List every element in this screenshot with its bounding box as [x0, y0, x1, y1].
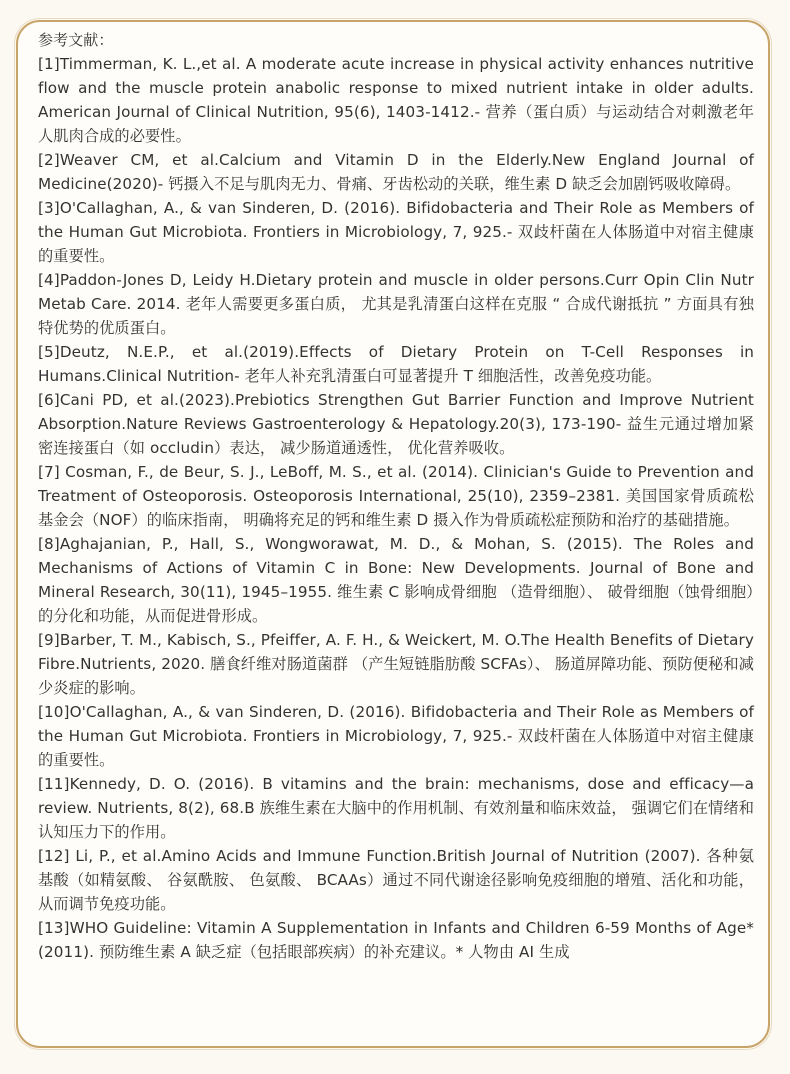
reference-item-1: [1]Timmerman, K. L.,et al. A moderate acute increase in physical activity enhances nutritive flow and the muscle protein anabolic response to mixed nutrient intake in older adults. American Journal of Clinical Nutrition, 95(6), 1403-1412.- 营养（蛋白质）与运动结合对刺激老年人肌肉合成的必要性。 — [38, 55, 754, 145]
reference-item-3: [3]O'Callaghan, A., & van Sinderen, D. (2016). Bifidobacteria and Their Role as Members of the Human Gut Microbiota. Frontiers in Microbiology, 7, 925.- 双歧杆菌在人体肠道中对宿主健康的重要性。 — [38, 199, 754, 265]
reference-item-9: [9]Barber, T. M., Kabisch, S., Pfeiffer, A. F. H., & Weickert, M. O.The Health Benefits of Dietary Fibre.Nutrients, 2020. 膳食纤维对肠道菌群 （产生短链脂肪酸 SCFAs）、 肠道屏障功能、预防便秘和减少炎症的影响。 — [38, 631, 754, 697]
reference-item-6: [6]Cani PD, et al.(2023).Prebiotics Strengthen Gut Barrier Function and Improve Nutrient Absorption.Nature Reviews Gastroenterology & Hepatology.20(3), 173-190- 益生元通过增加紧密连接蛋白（如 occludin）表达， 减少肠道通透性， 优化营养吸收。 — [38, 391, 754, 457]
reference-item-2: [2]Weaver CM, et al.Calcium and Vitamin D in the Elderly.New England Journal of Medicine(2020)- 钙摄入不足与肌肉无力、骨痛、牙齿松动的关联，维生素 D 缺乏会加剧钙吸收障碍。 — [38, 151, 754, 193]
reference-item-11: [11]Kennedy, D. O. (2016). B vitamins and the brain: mechanisms, dose and efficacy—a review. Nutrients, 8(2), 68.B 族维生素在大脑中的作用机制、有效剂量和临床效益， 强调它们在情绪和认知压力下的作用。 — [38, 775, 754, 841]
reference-item-12: [12] Li, P., et al.Amino Acids and Immune Function.British Journal of Nutrition (2007). 各种氨基酸（如精氨酸、 谷氨酰胺、 色氨酸、 BCAAs）通过不同代谢途径影响免疫细胞的增殖、活化和功能，从而调节免疫功能。 — [38, 847, 754, 913]
reference-item-8: [8]Aghajanian, P., Hall, S., Wongworawat, M. D., & Mohan, S. (2015). The Roles and Mechanisms of Actions of Vitamin C in Bone: New Developments. Journal of Bone and Mineral Research, 30(11), 1945–1955. 维生素 C 影响成骨细胞 （造骨细胞）、 破骨细胞（蚀骨细胞）的分化和功能，从而促进骨形成。 — [38, 535, 754, 625]
reference-item-10: [10]O'Callaghan, A., & van Sinderen, D. (2016). Bifidobacteria and Their Role as Members of the Human Gut Microbiota. Frontiers in Microbiology, 7, 925.- 双歧杆菌在人体肠道中对宿主健康的重要性。 — [38, 703, 754, 769]
references-block — [38, 28, 754, 964]
references-heading: 参考文献： — [38, 31, 114, 49]
reference-item-7: [7] Cosman, F., de Beur, S. J., LeBoff, M. S., et al. (2014). Clinician's Guide to Prevention and Treatment of Osteoporosis. Osteoporosis International, 25(10), 2359–2381. 美国国家骨质疏松基金会（NOF）的临床指南， 明确将充足的钙和维生素 D 摄入作为骨质疏松症预防和治疗的基础措施。 — [38, 463, 754, 529]
reference-item-5: [5]Deutz, N.E.P., et al.(2019).Effects of Dietary Protein on T-Cell Responses in Humans.Clinical Nutrition- 老年人补充乳清蛋白可显著提升 T 细胞活性，改善免疫功能。 — [38, 343, 754, 385]
reference-item-13: [13]WHO Guideline: Vitamin A Supplementation in Infants and Children 6-59 Months of Age* (2011). 预防维生素 A 缺乏症（包括眼部疾病）的补充建议。* 人物由 AI 生成 — [38, 919, 754, 961]
reference-item-4: [4]Paddon-Jones D, Leidy H.Dietary protein and muscle in older persons.Curr Opin Clin Nutr Metab Care. 2014. 老年人需要更多蛋白质， 尤其是乳清蛋白这样在克服 “ 合成代谢抵抗 ” 方面具有独特优势的优质蛋白。 — [38, 271, 754, 337]
